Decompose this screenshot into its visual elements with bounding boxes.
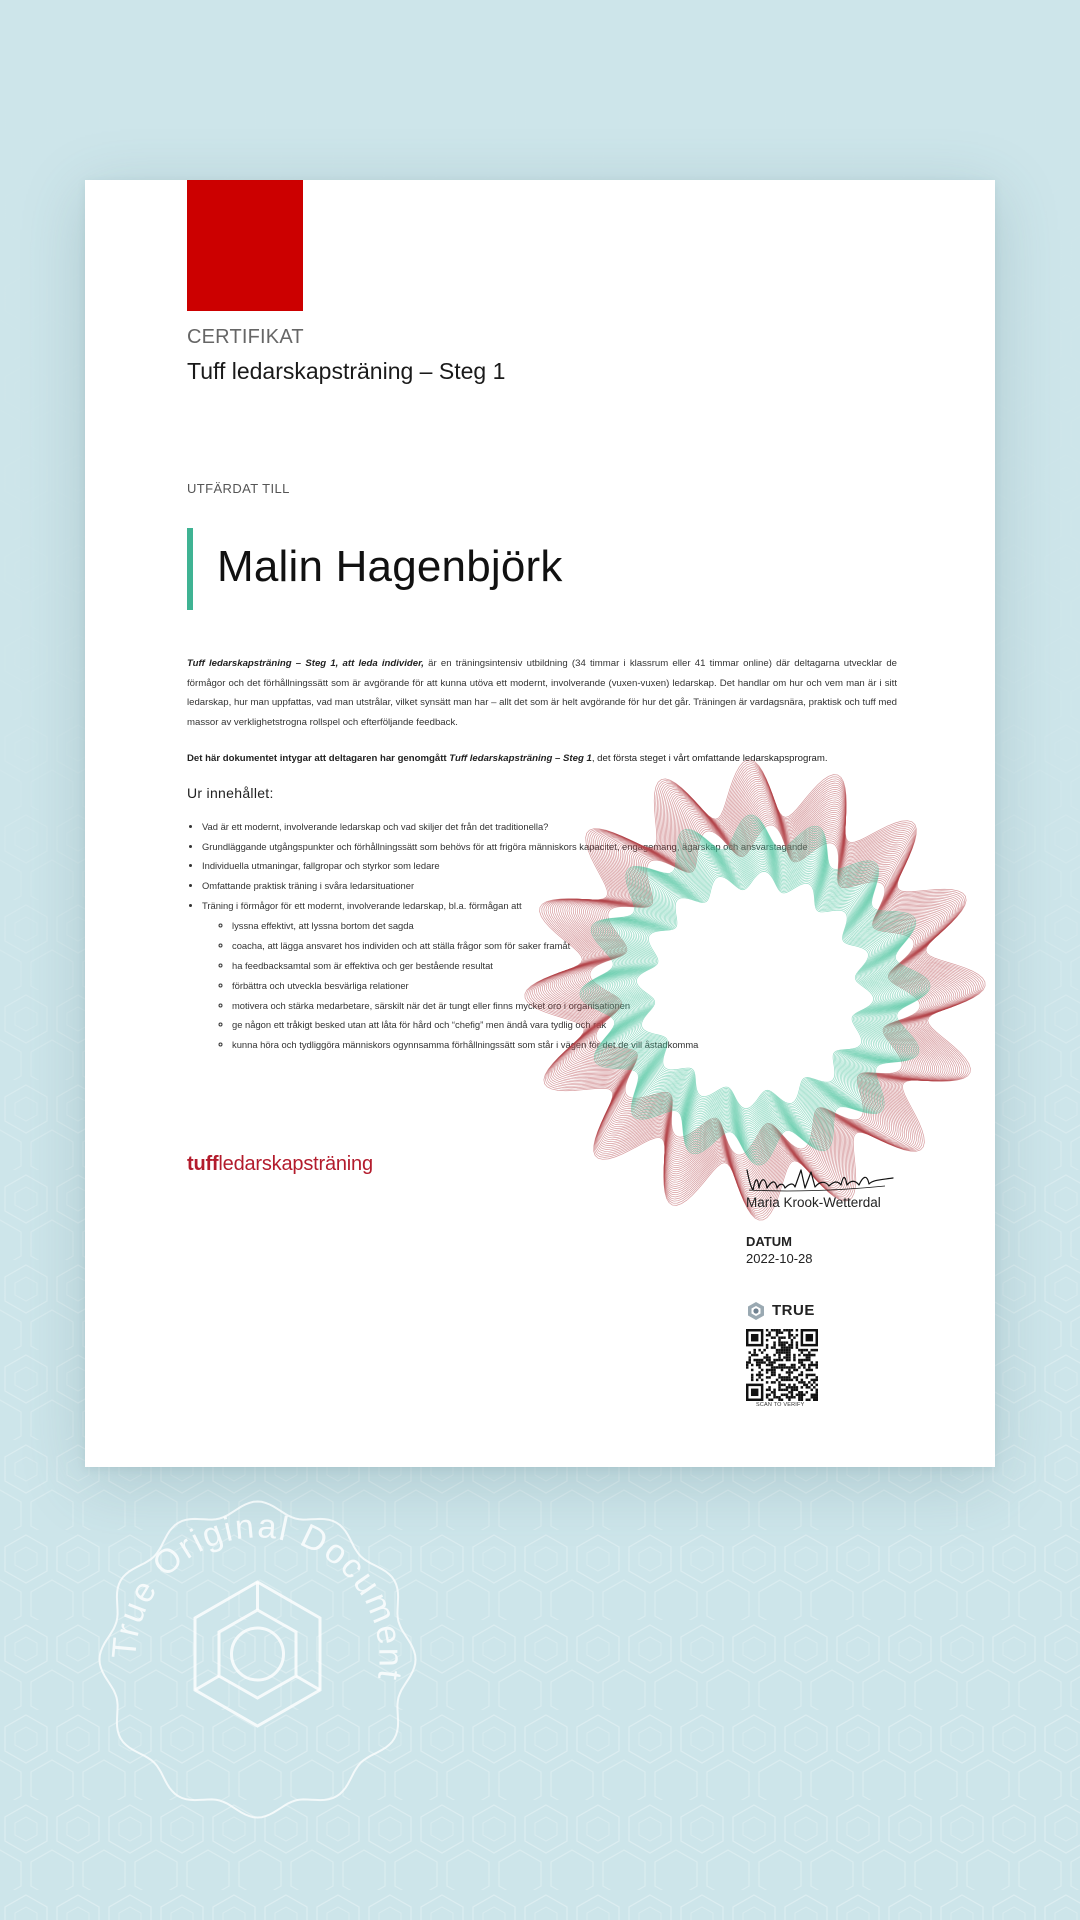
certificate-label: CERTIFIKAT <box>187 326 304 348</box>
list-item: • Omfattande praktisk träning i svåra ledarsituationer <box>202 876 808 896</box>
issued-to-label: UTFÄRDAT TILL <box>187 481 290 496</box>
list-subitem: ◦ ha feedbacksamtal som är effektiva och ger bestående resultat <box>232 956 698 976</box>
name-accent-bar <box>187 528 193 610</box>
recipient-name: Malin Hagenbjörk <box>217 542 563 591</box>
list-item: • Vad är ett modernt, involverande ledarskap och vad skiljer det från det traditionella? <box>202 817 808 837</box>
attest-prefix: Det här dokumentet intygar att deltagaren har genomgått <box>187 753 447 764</box>
attest-course: Tuff ledarskapsträning – Steg 1 <box>449 753 592 764</box>
guilloche-rosette <box>520 755 990 1225</box>
signer-name: Maria Krook-Wetterdal <box>746 1195 881 1210</box>
list-subitem: ◦ förbättra och utveckla besvärliga relationer <box>232 976 698 996</box>
true-original-seal <box>90 1492 425 1827</box>
logo-bold: tuff <box>187 1153 219 1175</box>
signature-scribble <box>745 1158 895 1198</box>
list-item: • Träning i förmågor för ett modernt, involverande ledarskap, bl.a. förmågan att <box>202 896 808 916</box>
list-subitem: ◦ coacha, att lägga ansvaret hos individen och att ställa frågor som för saker framåt <box>232 936 698 956</box>
qr-code-icon[interactable] <box>746 1329 818 1401</box>
list-subitem: ◦ motivera och stärka medarbetare, särskilt när det är tungt eller finns mycket oro i organisationen <box>232 996 698 1016</box>
list-item: • Grundläggande utgångspunkter och förhållningssätt som behövs för att frigöra människors kapacitet, engagemang, ägarskap och ansvarstagande <box>202 837 808 857</box>
seal-text: True Original Document <box>105 1507 410 1684</box>
course-title: Tuff ledarskapsträning – Steg 1 <box>187 358 506 384</box>
list-subitem: ◦ lyssna effektivt, att lyssna bortom det sagda <box>232 916 698 936</box>
course-description <box>187 654 897 732</box>
contents-heading: Ur innehållet: <box>187 785 274 801</box>
brand-red-block <box>187 180 303 311</box>
date-value: 2022-10-28 <box>746 1251 813 1266</box>
list-subitem: ◦ ge någon ett tråkigt besked utan att låta för hård och “chefig” men ändå vara tydlig och rak <box>232 1015 698 1035</box>
true-hexagon-icon <box>746 1301 766 1321</box>
seal-outline <box>100 1502 416 1818</box>
scan-to-verify-label: SCAN TO VERIFY <box>756 1402 805 1408</box>
description-lead: Tuff ledarskapsträning – Steg 1, att leda individer, <box>187 658 424 669</box>
logo-rest: ledarskapsträning <box>218 1153 373 1175</box>
brand-logo <box>187 1153 373 1176</box>
certificate-paper <box>85 180 995 1467</box>
list-subitem: ◦ kunna höra och tydliggöra människors ogynnsamma förhållningssätt som står i vägen för det de vill åstadkomma <box>232 1035 698 1055</box>
list-item: • Individuella utmaningar, fallgropar och styrkor som ledare <box>202 856 808 876</box>
date-label: DATUM <box>746 1234 792 1249</box>
hexagon-seal-icon <box>195 1582 320 1726</box>
description-body: är en träningsintensiv utbildning (34 timmar i klassrum eller 41 timmar online) där deltagarna utvecklar de förmågor och det förhållningssätt som är avgörande för att kunna utöva ett modernt, involverande (vuxen-vuxen) ledarskap. Det handlar om hur och vem man är i sitt ledarskap, hur man uppfattas, vad man utstrålar, vilket synsätt man har – allt det som är helt avgörande för hur det går. Träningen är vardagsnära, praktisk och tuff med massor av verklighetstrogna rollspel och efterföljande feedback. <box>187 658 897 728</box>
attest-suffix: , det första steget i vårt omfattande ledarskapsprogram. <box>591 753 828 764</box>
true-brand-text: TRUE <box>772 1302 815 1319</box>
